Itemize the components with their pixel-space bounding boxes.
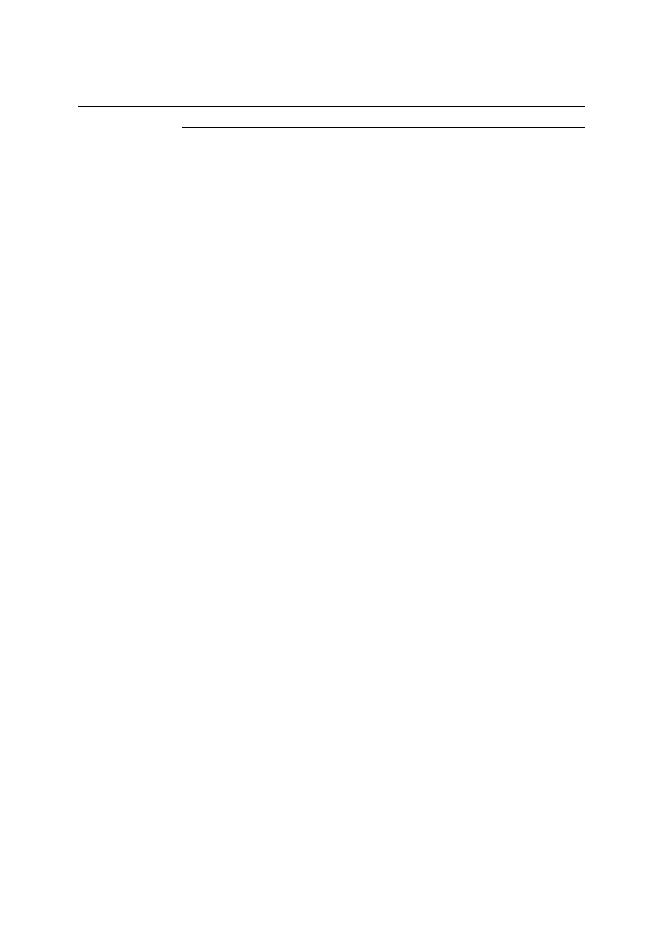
col-food-import	[182, 128, 283, 145]
col-food-export	[283, 128, 384, 145]
col-medical-import	[384, 128, 485, 145]
col-medical-export	[484, 128, 585, 145]
group-food-header	[182, 107, 384, 128]
figure-3-chart	[150, 490, 470, 790]
affected-trade-table	[78, 106, 585, 144]
group-medical-header	[384, 107, 586, 128]
